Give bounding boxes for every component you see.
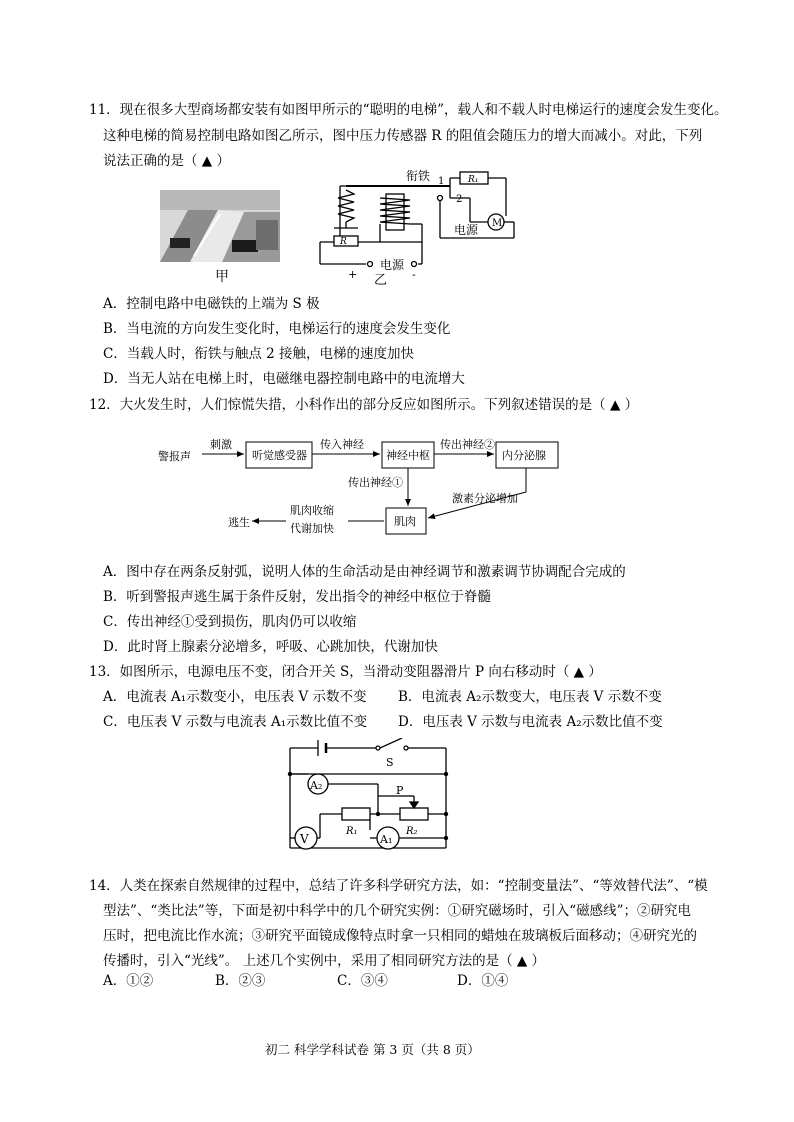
- reflex-flow-diagram: [150, 430, 570, 542]
- q11-option-b: B．当电流的方向发生变化时，电梯运行的速度会发生变化: [103, 321, 451, 337]
- q11-line-1: 11．现在很多大型商场都安装有如图甲所示的“聪明的电梯”，载人和不载人时电梯运行的速度会发生变化。: [89, 102, 728, 118]
- q12-option-d: D．此时肾上腺素分泌增多，呼吸、心跳加快，代谢加快: [103, 639, 438, 655]
- svg-text:刺激: 刺激: [210, 438, 232, 451]
- svg-text:1: 1: [438, 176, 445, 187]
- q14-option-a: A．①②: [103, 973, 154, 989]
- q14-option-d: D．①④: [457, 973, 509, 989]
- q14-line-2: 型法”、“类比法”等，下面是初中科学中的几个研究实例：①研究磁场时，引入“磁感线”；②研究电: [103, 903, 692, 919]
- svg-text:听觉感受器: 听觉感受器: [252, 449, 307, 462]
- svg-text:传入神经: 传入神经: [320, 438, 364, 451]
- q12-option-a: A．图中存在两条反射弧，说明人体的生命活动是由神经调节和激素调节协调配合完成的: [103, 564, 626, 580]
- svg-text:P: P: [396, 784, 404, 797]
- q12-option-b: B．听到警报声逃生属于条件反射，发出指令的神经中枢位于脊髓: [103, 589, 491, 605]
- fig-label-jia: 甲: [215, 269, 229, 285]
- svg-text:-: -: [412, 268, 416, 281]
- svg-text:电源: 电源: [380, 258, 405, 272]
- svg-text:内分泌腺: 内分泌腺: [502, 449, 546, 462]
- svg-text:M: M: [492, 218, 503, 229]
- q11-line-2: 这种电梯的简易控制电路如图乙所示，图中压力传感器 R 的阻值会随压力的增大而减小。对此，下列: [103, 128, 703, 144]
- svg-text:A₂: A₂: [310, 779, 323, 792]
- svg-text:A₁: A₁: [380, 833, 393, 846]
- svg-text:传出神经②: 传出神经②: [440, 438, 495, 451]
- svg-text:R₂: R₂: [406, 826, 418, 837]
- svg-text:神经中枢: 神经中枢: [386, 449, 430, 462]
- svg-text:激素分泌增加: 激素分泌增加: [452, 492, 518, 505]
- q14-option-c: C．③④: [337, 973, 388, 989]
- label-xian-tie: 衔铁: [406, 169, 431, 183]
- q14-line-4: 传播时，引入“光线”。 上述几个实例中，采用了相同研究方法的是（ ▲ ）: [103, 953, 546, 969]
- svg-text:+: +: [348, 268, 358, 281]
- q14-option-b: B．②③: [215, 973, 266, 989]
- svg-text:电源: 电源: [454, 223, 479, 237]
- q13-option-c: C．电压表 V 示数与电流表 A₁示数比值不变: [103, 714, 368, 730]
- q11-option-d: D．当无人站在电梯上时，电磁继电器控制电路中的电流增大: [103, 371, 465, 387]
- q13-option-b: B．电流表 A₂示数变大，电压表 V 示数不变: [398, 689, 662, 705]
- svg-text:2: 2: [456, 194, 463, 205]
- q12-line: 12．大火发生时，人们惊慌失措，小科作出的部分反应如图所示。下列叙述错误的是（ ▲ ）: [89, 397, 639, 413]
- svg-text:S: S: [386, 756, 394, 769]
- svg-text:代谢加快: 代谢加快: [290, 522, 334, 535]
- svg-text:V: V: [300, 832, 309, 846]
- circuit-diagram-q13: [280, 738, 460, 860]
- svg-text:逃生: 逃生: [228, 516, 250, 529]
- svg-text:R₁: R₁: [468, 175, 479, 185]
- svg-text:肌肉收缩: 肌肉收缩: [290, 504, 334, 517]
- q11-line-3: 说法正确的是（ ▲ ）: [103, 153, 230, 169]
- svg-text:警报声: 警报声: [158, 450, 191, 463]
- fig-label-yi: 乙: [374, 273, 388, 286]
- q14-line-3: 压时，把电流比作水流；③研究平面镜成像特点时拿一只相同的蜡烛在玻璃板后面移动；④研究光的: [103, 928, 697, 944]
- q13-option-a: A．电流表 A₁示数变小，电压表 V 示数不变: [103, 689, 367, 705]
- svg-text:传出神经①: 传出神经①: [348, 476, 403, 489]
- svg-text:R₁: R₁: [346, 826, 358, 837]
- relay-circuit-diagram: [310, 168, 530, 286]
- q11-option-a: A．控制电路中电磁铁的上端为 S 极: [103, 296, 320, 312]
- svg-text:R: R: [340, 237, 347, 247]
- escalator-photo: [160, 190, 280, 262]
- svg-text:肌肉: 肌肉: [394, 515, 416, 528]
- q11-option-c: C．当载人时，衔铁与触点 2 接触，电梯的速度加快: [103, 346, 415, 362]
- q14-line-1: 14．人类在探索自然规律的过程中，总结了许多科学研究方法，如：“控制变量法”、“等效替代法”、“模: [89, 878, 708, 894]
- page-footer: 初二 科学学科试卷 第 3 页（共 8 页）: [265, 1042, 480, 1057]
- q13-option-d: D．电压表 V 示数与电流表 A₂示数比值不变: [398, 714, 663, 730]
- q13-line: 13．如图所示，电源电压不变，闭合开关 S，当滑动变阻器滑片 P 向右移动时（ ▲ ）: [89, 664, 602, 680]
- q12-option-c: C．传出神经①受到损伤，肌肉仍可以收缩: [103, 614, 357, 630]
